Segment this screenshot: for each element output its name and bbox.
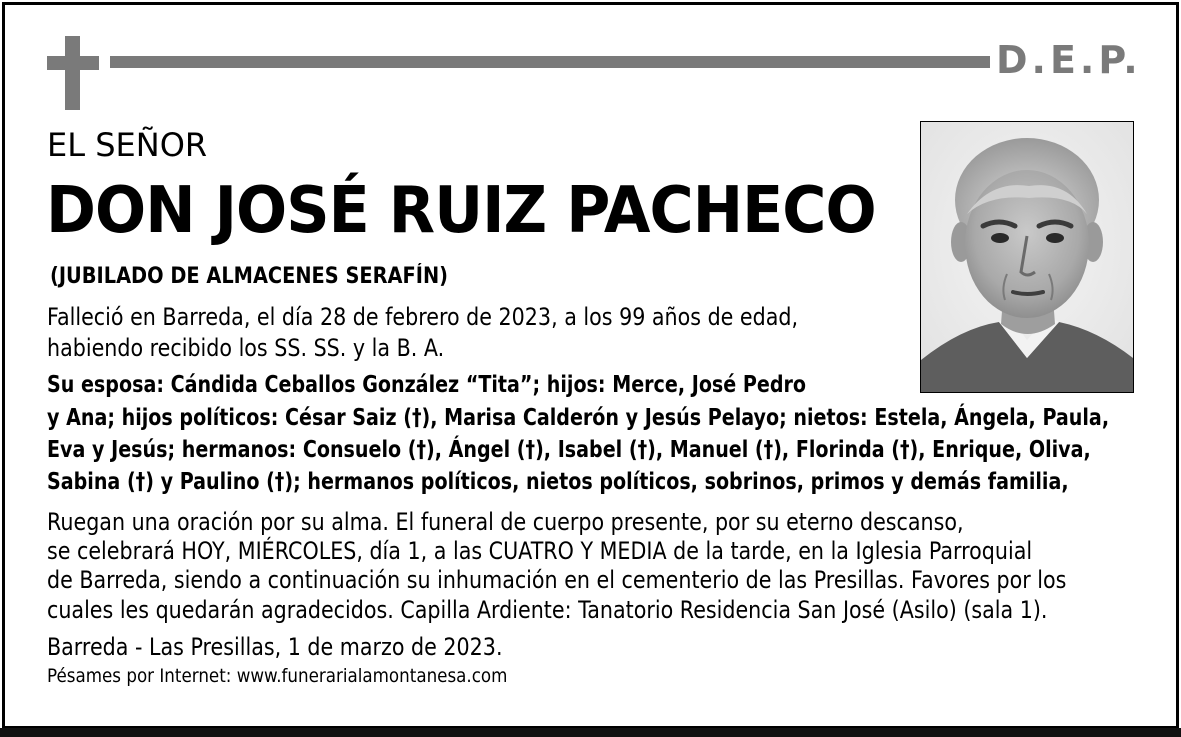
family-line: Sabina (†) y Paulino (†); hermanos políticos, nietos políticos, sobrinos, primos y demás familia, [47, 469, 1069, 495]
family-line: Eva y Jesús; hermanos: Consuelo (†), Ángel (†), Isabel (†), Manuel (†), Florinda (†), Enrique, Oliva, [47, 437, 1091, 463]
service-line: se celebrará HOY, MIÉRCOLES, día 1, a las CUATRO Y MEDIA de la tarde, en la Iglesia Parroquial [47, 537, 1033, 565]
cross-icon [47, 36, 99, 110]
deceased-name: DON JOSÉ RUIZ PACHECO [46, 174, 876, 248]
death-notice-line: habiendo recibido los SS. SS. y la B. A. [47, 334, 445, 362]
service-line: de Barreda, siendo a continuación su inhumación en el cementerio de las Presillas. Favores por los [47, 566, 1067, 594]
bottom-rule [0, 728, 1181, 737]
death-notice-line: Falleció en Barreda, el día 28 de febrero de 2023, a los 99 años de edad, [47, 303, 799, 331]
service-line: Ruegan una oración por su alma. El funeral de cuerpo presente, por su eterno descanso, [47, 508, 964, 536]
service-line: cuales les quedarán agradecidos. Capilla Ardiente: Tanatorio Residencia San José (Asilo) (sala 1). [47, 596, 1048, 624]
place-date: Barreda - Las Presillas, 1 de marzo de 2023. [47, 633, 503, 661]
condolences-line: Pésames por Internet: www.funerarialamontanesa.com [47, 665, 508, 687]
dep-label: D.E.P. [996, 38, 1142, 82]
family-line: y Ana; hijos políticos: César Saiz (†), Marisa Calderón y Jesús Pelayo; nietos: Estela, Ángela, Paula, [47, 405, 1110, 431]
occupation: (JUBILADO DE ALMACENES SERAFÍN) [50, 264, 449, 289]
portrait-photo [920, 121, 1134, 393]
header-rule [110, 56, 990, 68]
family-line: Su esposa: Cándida Ceballos González “Tita”; hijos: Merce, José Pedro [47, 372, 807, 398]
honorific: EL SEÑOR [47, 126, 208, 164]
